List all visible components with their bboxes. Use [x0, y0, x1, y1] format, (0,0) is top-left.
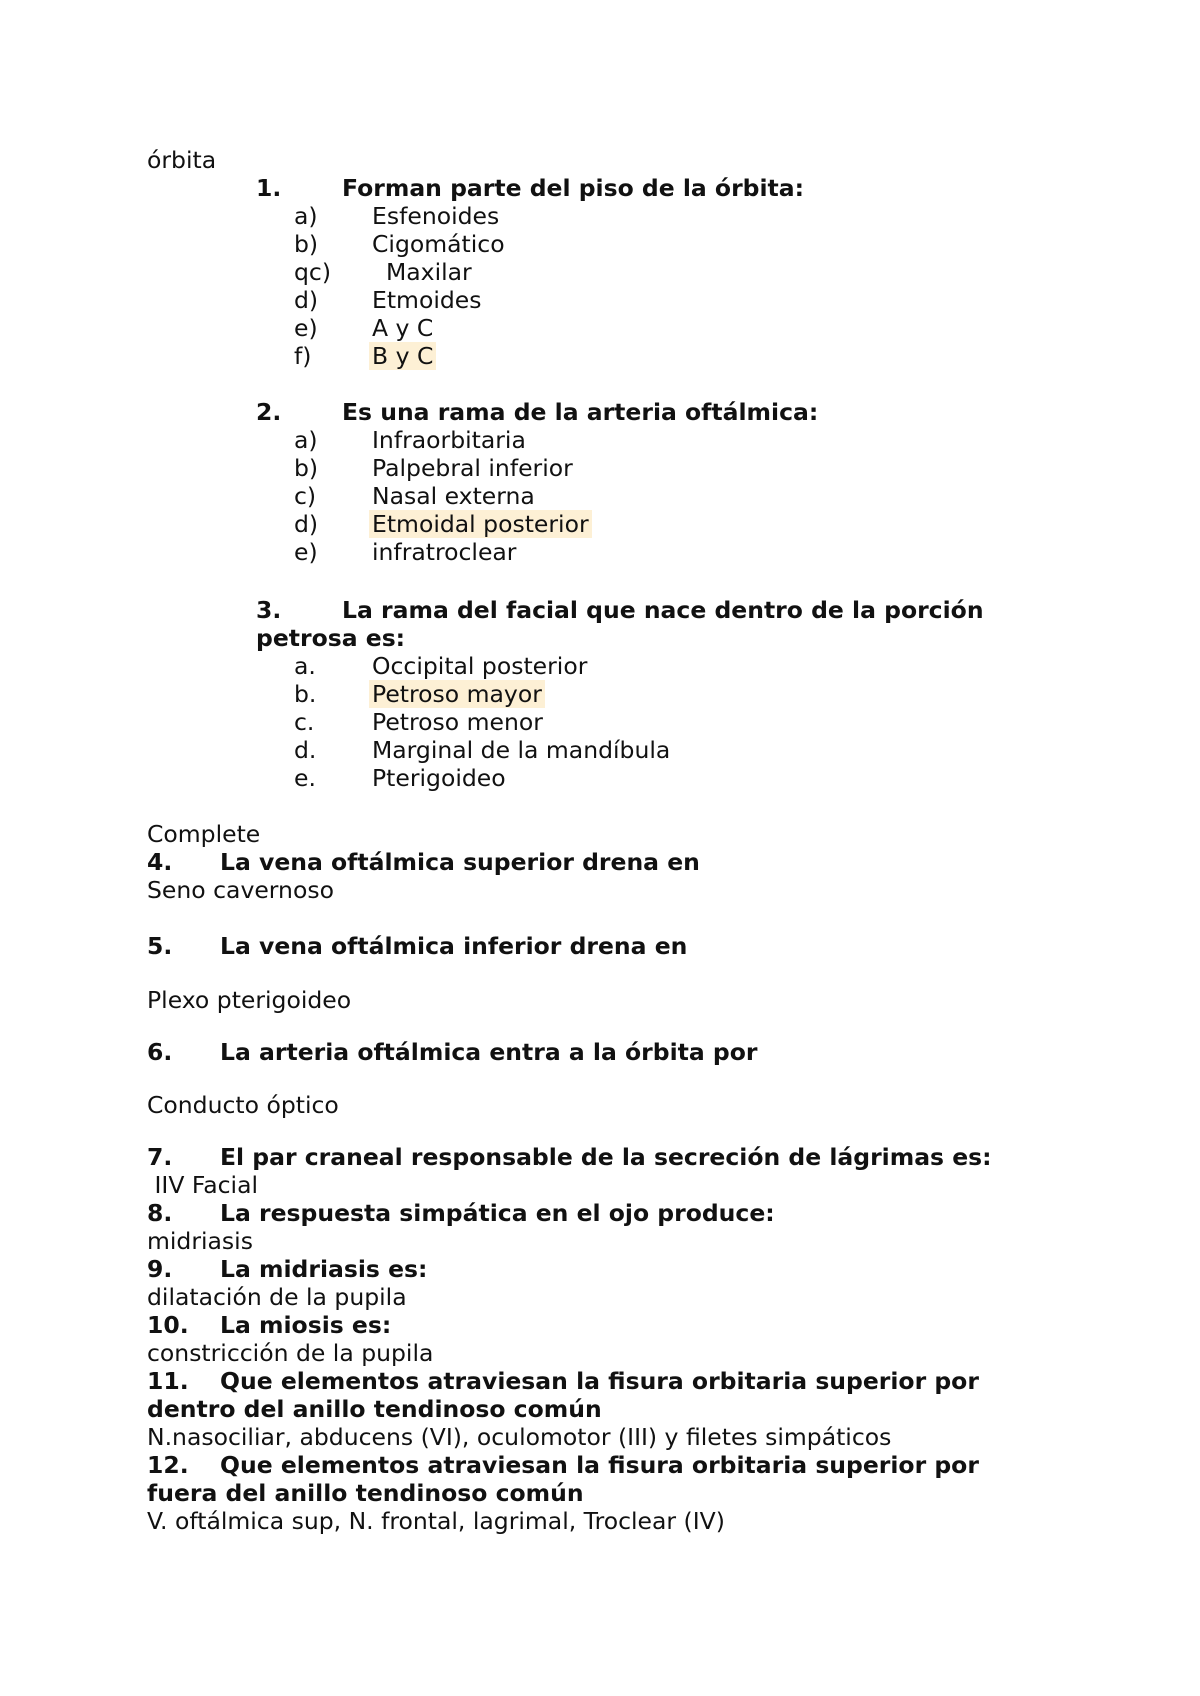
question-number: 1. — [256, 174, 282, 202]
option-letter: c) — [294, 482, 317, 510]
question-text: La midriasis es: — [220, 1255, 428, 1283]
option-letter: d) — [294, 510, 319, 538]
option-text: infratroclear — [372, 538, 517, 566]
option-item — [294, 680, 794, 708]
option-item — [294, 202, 794, 230]
question-text: Que elementos atraviesan la fisura orbitaria superior por — [220, 1451, 979, 1479]
question-12 — [147, 1451, 1097, 1479]
question-text: La arteria oftálmica entra a la órbita por — [220, 1038, 758, 1066]
option-item — [294, 708, 794, 736]
question-6 — [147, 1038, 1047, 1066]
question-1 — [256, 174, 956, 202]
question-5 — [147, 932, 1047, 960]
option-letter: d) — [294, 286, 319, 314]
option-text: Esfenoides — [372, 202, 500, 230]
question-number: 10. — [147, 1311, 189, 1339]
highlighted-answer: Etmoidal posterior — [369, 510, 592, 538]
option-letter: c. — [294, 708, 315, 736]
answer-text: IIV Facial — [147, 1171, 259, 1199]
option-letter: b. — [294, 680, 317, 708]
option-item — [294, 538, 794, 566]
option-item — [294, 764, 794, 792]
question-4 — [147, 848, 1047, 876]
question-number: 5. — [147, 932, 173, 960]
question-text-continued: dentro del anillo tendinoso común — [147, 1395, 602, 1423]
answer-text: Conducto óptico — [147, 1091, 339, 1119]
question-text: La rama del facial que nace dentro de la porción — [342, 596, 984, 624]
option-letter: a) — [294, 202, 318, 230]
option-letter: b) — [294, 454, 319, 482]
question-text: Que elementos atraviesan la fisura orbitaria superior por — [220, 1367, 979, 1395]
question-number: 9. — [147, 1255, 173, 1283]
answer-text: Seno cavernoso — [147, 876, 334, 904]
question-10 — [147, 1311, 1047, 1339]
option-text: Occipital posterior — [372, 652, 588, 680]
option-letter: a) — [294, 426, 318, 454]
option-text: Etmoides — [372, 286, 482, 314]
question-text: Es una rama de la arteria oftálmica: — [342, 398, 819, 426]
option-item — [294, 230, 794, 258]
option-letter: e) — [294, 538, 318, 566]
highlighted-answer: Petroso mayor — [369, 680, 545, 708]
option-letter: qc) — [294, 258, 332, 286]
complete-heading: Complete — [147, 820, 261, 848]
answer-text: N.nasociliar, abducens (VI), oculomotor (III) y filetes simpáticos — [147, 1423, 892, 1451]
option-letter: f) — [294, 342, 312, 370]
question-8 — [147, 1199, 1047, 1227]
question-7 — [147, 1143, 1097, 1171]
question-text: La respuesta simpática en el ojo produce: — [220, 1199, 775, 1227]
option-item — [294, 314, 794, 342]
answer-text: constricción de la pupila — [147, 1339, 434, 1367]
question-number: 3. — [256, 596, 282, 624]
option-text: Cigomático — [372, 230, 505, 258]
question-number: 4. — [147, 848, 173, 876]
question-2 — [256, 398, 956, 426]
question-3 — [256, 596, 1056, 624]
question-number: 7. — [147, 1143, 173, 1171]
option-item — [294, 454, 794, 482]
question-text: La vena oftálmica superior drena en — [220, 848, 700, 876]
option-item — [294, 286, 794, 314]
question-text-continued: fuera del anillo tendinoso común — [147, 1479, 584, 1507]
answer-text: Plexo pterigoideo — [147, 986, 352, 1014]
answer-text: V. oftálmica sup, N. frontal, lagrimal, Troclear (IV) — [147, 1507, 725, 1535]
question-number: 6. — [147, 1038, 173, 1066]
question-number: 11. — [147, 1367, 189, 1395]
option-text: A y C — [372, 314, 434, 342]
question-text: El par craneal responsable de la secreción de lágrimas es: — [220, 1143, 992, 1171]
option-letter: a. — [294, 652, 316, 680]
question-number: 8. — [147, 1199, 173, 1227]
option-item — [294, 652, 794, 680]
option-text: Petroso menor — [372, 708, 543, 736]
option-item — [294, 258, 794, 286]
option-text: Palpebral inferior — [372, 454, 573, 482]
option-item — [294, 510, 794, 538]
option-item — [294, 426, 794, 454]
question-text: La vena oftálmica inferior drena en — [220, 932, 688, 960]
answer-text: dilatación de la pupila — [147, 1283, 407, 1311]
option-text: Nasal externa — [372, 482, 535, 510]
question-11 — [147, 1367, 1097, 1395]
option-letter: d. — [294, 736, 317, 764]
option-letter: e) — [294, 314, 318, 342]
question-number: 12. — [147, 1451, 189, 1479]
option-item — [294, 342, 794, 370]
option-letter: b) — [294, 230, 319, 258]
question-text-continued: petrosa es: — [256, 624, 406, 652]
option-text: Pterigoideo — [372, 764, 506, 792]
question-number: 2. — [256, 398, 282, 426]
question-9 — [147, 1255, 1047, 1283]
option-letter: e. — [294, 764, 316, 792]
answer-text: midriasis — [147, 1227, 253, 1255]
option-item — [294, 482, 794, 510]
section-title: órbita — [147, 146, 217, 174]
option-text: Marginal de la mandíbula — [372, 736, 671, 764]
option-text: Infraorbitaria — [372, 426, 526, 454]
option-text: Maxilar — [386, 258, 472, 286]
highlighted-answer: B y C — [369, 342, 436, 370]
question-text: Forman parte del piso de la órbita: — [342, 174, 805, 202]
question-text: La miosis es: — [220, 1311, 392, 1339]
option-item — [294, 736, 794, 764]
